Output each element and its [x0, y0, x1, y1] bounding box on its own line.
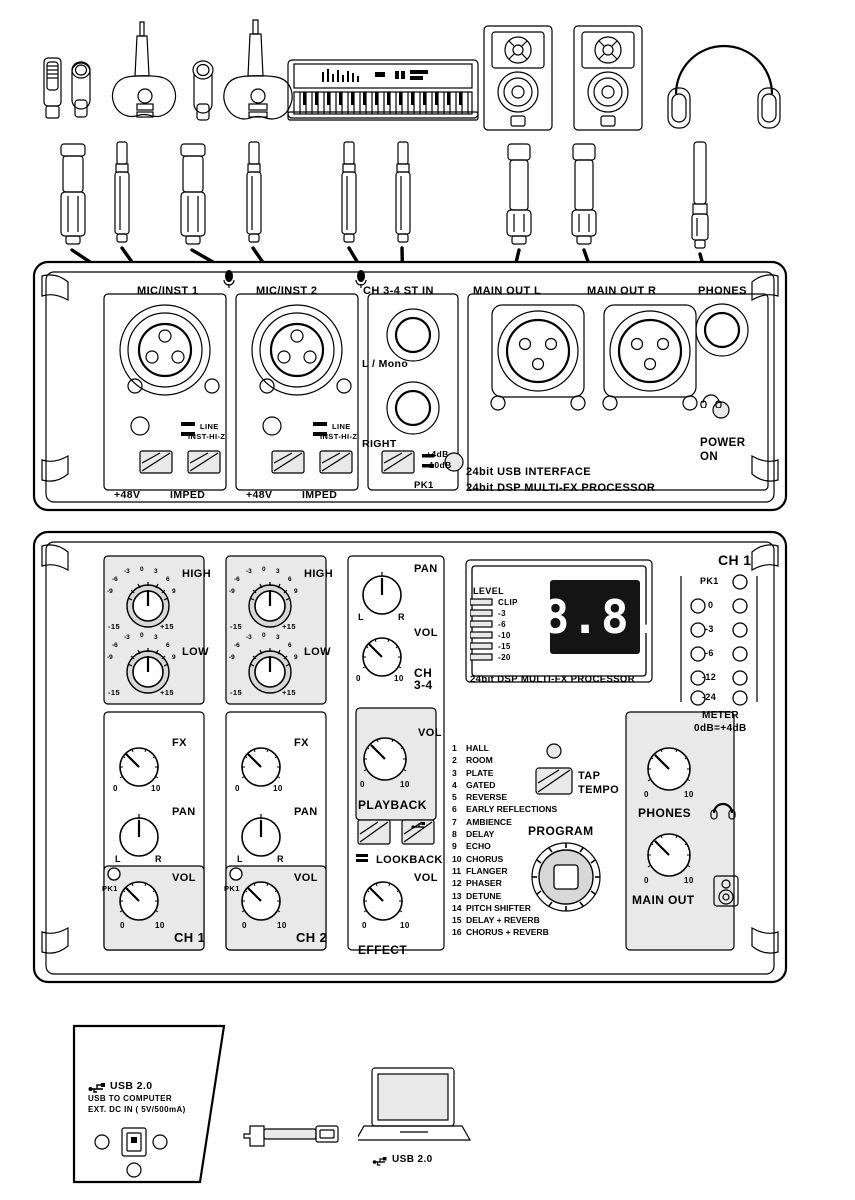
vol-min-ch2: 0 — [242, 921, 247, 930]
program-num: 14 — [452, 902, 462, 913]
program-name: PITCH SHIFTER — [466, 902, 531, 913]
label-l-mono: L / Mono — [362, 358, 409, 370]
usb-line1: USB TO COMPUTER — [88, 1094, 173, 1103]
level-mark-clip: CLIP — [498, 598, 518, 607]
program-num: 13 — [452, 890, 462, 901]
headphone-icon-master — [710, 798, 736, 820]
vol-min-ch34: 0 — [356, 674, 361, 683]
pan-r-ch2: R — [277, 854, 284, 864]
program-item — [452, 840, 582, 852]
program-item — [452, 816, 582, 828]
ch1-meter-6: -6 — [705, 648, 714, 658]
vol-knob-ch2[interactable] — [234, 874, 288, 928]
program-num: 9 — [452, 841, 457, 852]
usb-cable-label: USB 2.0 — [392, 1154, 433, 1165]
label-ch34-st-in: CH 3-4 ST IN — [363, 285, 434, 297]
ch2-label: CH 2 — [296, 930, 328, 945]
program-item — [452, 865, 582, 877]
eq-min-ch2-low: -15 — [230, 688, 243, 697]
eq-high-label-ch2: HIGH — [304, 568, 334, 580]
program-list — [452, 742, 582, 939]
label-48v-2: +48V — [246, 489, 273, 501]
label-pk1-rear: PK1 — [414, 480, 434, 491]
ch34-label: CH 3-4 — [414, 666, 433, 692]
lookback-switch-marks — [356, 852, 376, 864]
program-num: 10 — [452, 853, 462, 864]
ch1-meter-0: 0 — [708, 600, 714, 610]
tap-tempo-label-1: TAP — [578, 770, 601, 782]
program-item — [452, 803, 582, 815]
program-name: PLATE — [466, 767, 494, 778]
pan-label-ch34: PAN — [414, 563, 438, 575]
program-name: FLANGER — [466, 865, 508, 876]
speaker-icon-master — [712, 874, 740, 908]
program-name: ROOM — [466, 755, 493, 766]
program-name: AMBIENCE — [466, 816, 512, 827]
usb-cable — [232, 1112, 352, 1160]
rear-panel — [30, 258, 790, 518]
effect-vol-label: VOL — [414, 872, 438, 884]
eq-max-ch2-low: +15 — [282, 688, 296, 697]
vol-min-ch1: 0 — [120, 921, 125, 930]
program-num: 6 — [452, 804, 457, 815]
program-item — [452, 914, 582, 926]
eq-scale-ch2-high: -9 -6 -3 0 3 6 9 — [229, 566, 298, 595]
pan-r-ch1: R — [155, 854, 162, 864]
pan-l-ch34: L — [358, 612, 364, 622]
program-num: 5 — [452, 792, 457, 803]
ch1-meter-3: -3 — [705, 624, 714, 634]
program-name: REVERSE — [466, 792, 508, 803]
label-mic-inst-2: MIC/INST 2 — [256, 285, 318, 297]
vol-max-ch34: 10 — [394, 674, 404, 683]
vol-max-ch2: 10 — [277, 921, 287, 930]
program-label: PROGRAM — [528, 824, 594, 838]
level-mark-10: -10 — [498, 631, 511, 640]
label-line-2: LINE — [332, 422, 351, 431]
eq-max-ch1-high: +15 — [160, 622, 174, 631]
label-main-out-r: MAIN OUT R — [587, 285, 657, 297]
ch1-meter-pk1: PK1 — [700, 576, 719, 586]
program-item — [452, 742, 582, 754]
program-item — [452, 754, 582, 766]
label-phones: PHONES — [698, 285, 747, 297]
pk1-led-ch1 — [106, 866, 122, 882]
fx-display-value: 8.8. — [541, 590, 661, 644]
program-item — [452, 890, 582, 902]
fx-min-ch1: 0 — [113, 784, 118, 793]
label-imped-2: IMPED — [302, 489, 338, 501]
main-out-min: 0 — [644, 876, 649, 885]
program-name: CHORUS + REVERB — [466, 927, 549, 938]
program-num: 7 — [452, 816, 457, 827]
program-num: 16 — [452, 927, 462, 938]
label-power-on: ON — [700, 451, 719, 463]
vol-knob-ch1[interactable] — [112, 874, 166, 928]
pan-label-ch1: PAN — [172, 806, 196, 818]
vol-label-ch2: VOL — [294, 872, 318, 884]
program-num: 8 — [452, 829, 457, 840]
program-num: 11 — [452, 865, 462, 876]
eq-max-ch1-low: +15 — [160, 688, 174, 697]
program-item — [452, 767, 582, 779]
eq-min-ch2-high: -15 — [230, 622, 243, 631]
program-name: GATED — [466, 779, 496, 790]
playback-vol-max: 10 — [400, 780, 410, 789]
pk1-label-ch1: PK1 — [102, 884, 118, 893]
label-usb-interface: 24bit USB INTERFACE — [466, 466, 591, 478]
program-name: DELAY — [466, 829, 495, 840]
headphone-symbol-rear — [700, 390, 722, 408]
main-out-knob-label: MAIN OUT — [632, 893, 695, 907]
eq-low-label-ch2: LOW — [304, 646, 331, 658]
program-item — [452, 926, 582, 938]
usb-icon-cable — [372, 1154, 390, 1168]
program-name: CHORUS — [466, 853, 504, 864]
effect-label: EFFECT — [358, 943, 408, 957]
level-mark-3: -3 — [498, 609, 506, 618]
playback-vol-min: 0 — [360, 780, 365, 789]
program-item — [452, 791, 582, 803]
fx-label-ch2: FX — [294, 737, 309, 749]
ch1-meter-leds — [678, 572, 760, 708]
fx-display — [541, 580, 661, 654]
lookback-buttons[interactable] — [356, 818, 440, 852]
program-name: HALL — [466, 743, 489, 753]
eq-min-ch1-low: -15 — [108, 688, 121, 697]
program-num: 1 — [452, 743, 457, 753]
ch1-meter-24: -24 — [702, 692, 717, 702]
program-name: EARLY REFLECTIONS — [466, 804, 558, 815]
effect-vol-knob[interactable] — [356, 874, 410, 928]
eq-high-label-ch1: HIGH — [182, 568, 212, 580]
level-mark-6: -6 — [498, 620, 506, 629]
program-item — [452, 828, 582, 840]
label-dsp-processor: 24bit DSP MULTI-FX PROCESSOR — [466, 482, 656, 494]
fx-max-ch2: 10 — [273, 784, 283, 793]
program-item — [452, 853, 582, 865]
ch1-label: CH 1 — [174, 930, 206, 945]
program-name: ECHO — [466, 841, 491, 852]
pan-l-ch2: L — [237, 854, 243, 864]
label-power: POWER — [700, 437, 746, 449]
label-right: RIGHT — [362, 438, 397, 450]
ch1-meter-12: -12 — [702, 672, 717, 682]
program-item — [452, 779, 582, 791]
ch1-meter-footer1: METER — [702, 710, 739, 721]
label-inst-hiz-1: INST-HI-Z — [188, 432, 226, 441]
laptop-icon — [358, 1064, 478, 1154]
program-name: DELAY + REVERB — [466, 915, 540, 926]
effect-vol-min: 0 — [362, 921, 367, 930]
program-name: DETUNE — [466, 890, 502, 901]
ch1-meter-footer2: 0dB=+4dB — [694, 723, 747, 734]
label-imped-1: IMPED — [170, 489, 206, 501]
eq-max-ch2-high: +15 — [282, 622, 296, 631]
vol-label-ch34: VOL — [414, 627, 438, 639]
label-line-1: LINE — [200, 422, 219, 431]
ch1-meter-title: CH 1 — [718, 552, 752, 568]
program-num: 3 — [452, 767, 457, 778]
playback-label: PLAYBACK — [358, 798, 427, 812]
phones-min: 0 — [644, 790, 649, 799]
tap-tempo-label-2: TEMPO — [578, 784, 620, 796]
label-inst-hiz-2: INST-HI-Z — [320, 432, 358, 441]
program-item — [452, 877, 582, 889]
program-num: 2 — [452, 755, 457, 766]
usb-line2: EXT. DC IN ( 5V/500mA) — [88, 1105, 186, 1114]
program-num: 4 — [452, 779, 457, 790]
eq-low-label-ch1: LOW — [182, 646, 209, 658]
eq-scale-ch2-low: -9 -6 -3 0 3 6 9 — [229, 632, 298, 661]
program-item — [452, 902, 582, 914]
level-meter-footer: 24bit DSP MULTI-FX PROCESSOR — [470, 674, 635, 685]
pan-r-ch34: R — [398, 612, 405, 622]
lookback-label: LOOKBACK — [376, 854, 443, 866]
label-48v-1: +48V — [114, 489, 141, 501]
level-meter-title: LEVEL — [473, 586, 505, 596]
level-mark-20: -20 — [498, 653, 511, 662]
fx-label-ch1: FX — [172, 737, 187, 749]
program-name: PHASER — [466, 878, 502, 889]
label-minus10db: -10dB — [426, 460, 452, 470]
program-num: 12 — [452, 878, 462, 889]
pk1-label-ch2: PK1 — [224, 884, 240, 893]
pan-label-ch2: PAN — [294, 806, 318, 818]
pan-l-ch1: L — [115, 854, 121, 864]
fx-max-ch1: 10 — [151, 784, 161, 793]
main-out-max: 10 — [684, 876, 694, 885]
phones-knob-label: PHONES — [638, 806, 692, 820]
label-plus4db: +4dB — [426, 449, 449, 459]
vol-label-ch1: VOL — [172, 872, 196, 884]
effect-vol-max: 10 — [400, 921, 410, 930]
vol-max-ch1: 10 — [155, 921, 165, 930]
eq-scale-ch1-high: -9 -6 -3 0 3 6 9 — [107, 566, 176, 595]
eq-min-ch1-high: -15 — [108, 622, 121, 631]
program-num: 15 — [452, 915, 462, 926]
usb-port-label: USB 2.0 — [110, 1080, 153, 1092]
usb-icon-panel — [88, 1080, 108, 1094]
pk1-led-ch2 — [228, 866, 244, 882]
phones-max: 10 — [684, 790, 694, 799]
label-main-out-l: MAIN OUT L — [473, 285, 542, 297]
level-mark-15: -15 — [498, 642, 511, 651]
eq-scale-ch1-low: -9 -6 -3 0 3 6 9 — [107, 632, 176, 661]
playback-vol-label: VOL — [418, 727, 442, 739]
label-mic-inst-1: MIC/INST 1 — [137, 285, 199, 297]
fx-min-ch2: 0 — [235, 784, 240, 793]
